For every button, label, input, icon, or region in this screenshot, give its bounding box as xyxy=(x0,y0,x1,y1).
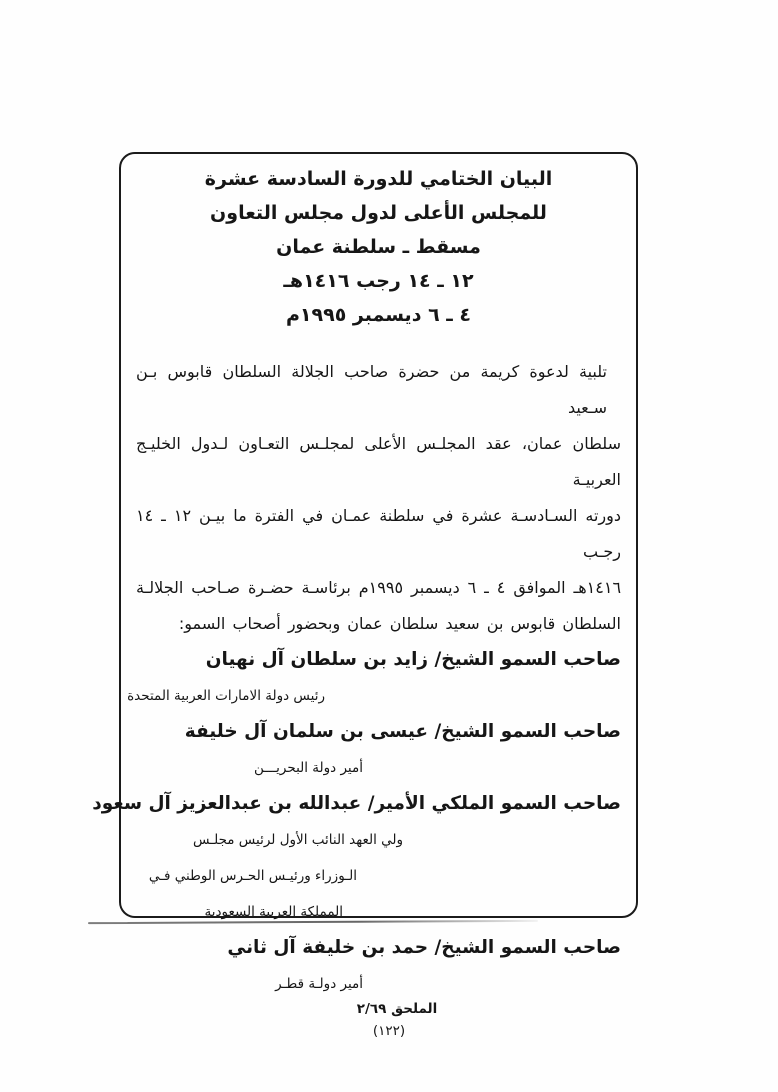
attendee-role-bahrain-emir: أمير دولة البحريـــن xyxy=(254,760,363,776)
attendee-role-saudi-line-2: الـوزراء ورئيـس الحـرس الوطني فـي xyxy=(148,868,357,884)
attendee-name-abdullah: صاحب السمو الملكي الأمير/ عبدالله بن عبدالعزيز آل سعود xyxy=(92,793,621,814)
communique-border-frame xyxy=(92,152,638,992)
attendee-role-qatar-emir: أمير دولـة قطـر xyxy=(275,976,363,992)
body-line: تلبية لدعوة كريمة من حضرة صاحب الجلالة السلطان قابوس بـن سـعيد xyxy=(136,362,607,417)
body-line: سلطان عمان، عقد المجلـس الأعلى لمجلـس التعـاون لـدول الخليـج العربيـة xyxy=(136,434,621,489)
attendee-role-saudi-line-1: ولي العهد النائب الأول لرئيس مجلـس xyxy=(192,832,403,848)
title-line-hijri-date: ١٢ ـ ١٤ رجب ١٤١٦هـ xyxy=(283,270,474,292)
title-line-council: للمجلس الأعلى لدول مجلس التعاون xyxy=(210,202,547,224)
attendee-name-isa: صاحب السمو الشيخ/ عيسى بن سلمان آل خليفة xyxy=(184,721,621,742)
annex-label: الملحق ٢/٦٩ xyxy=(356,1001,438,1017)
communique-opening-paragraph xyxy=(136,354,621,642)
body-line: السلطان قابوس بن سعيد سلطان عمان وبحضور أصحاب السمو: xyxy=(178,614,621,633)
page-footer xyxy=(0,999,778,1041)
title-line-gregorian-date: ٤ ـ ٦ ديسمبر ١٩٩٥م xyxy=(285,304,472,326)
page-number: (١٢٢) xyxy=(372,1023,406,1039)
attendee-name-hamad: صاحب السمو الشيخ/ حمد بن خليفة آل ثاني xyxy=(227,937,621,958)
title-line-statement: البيان الختامي للدورة السادسة عشرة xyxy=(204,168,553,190)
body-line: دورته السـادسـة عشرة في سلطنة عمـان في الفترة ما بيـن ١٢ ـ ١٤ رجـب xyxy=(136,506,622,561)
title-line-location: مسقط ـ سلطنة عمان xyxy=(276,236,481,258)
attendee-name-zayed: صاحب السمو الشيخ/ زايد بن سلطان آل نهيان xyxy=(205,649,621,670)
attendees-list xyxy=(92,642,621,1002)
communique-title-block xyxy=(136,158,621,332)
body-line: ١٤١٦هـ الموافق ٤ ـ ٦ ديسمبر ١٩٩٥م برئاسـة حضـرة صـاحب الجلالـة xyxy=(136,578,622,597)
attendee-role-saudi-line-3: المملكة العربية السعودية xyxy=(204,904,343,920)
attendee-role-uae-president: رئيس دولة الامارات العربية المتحدة xyxy=(127,688,325,704)
